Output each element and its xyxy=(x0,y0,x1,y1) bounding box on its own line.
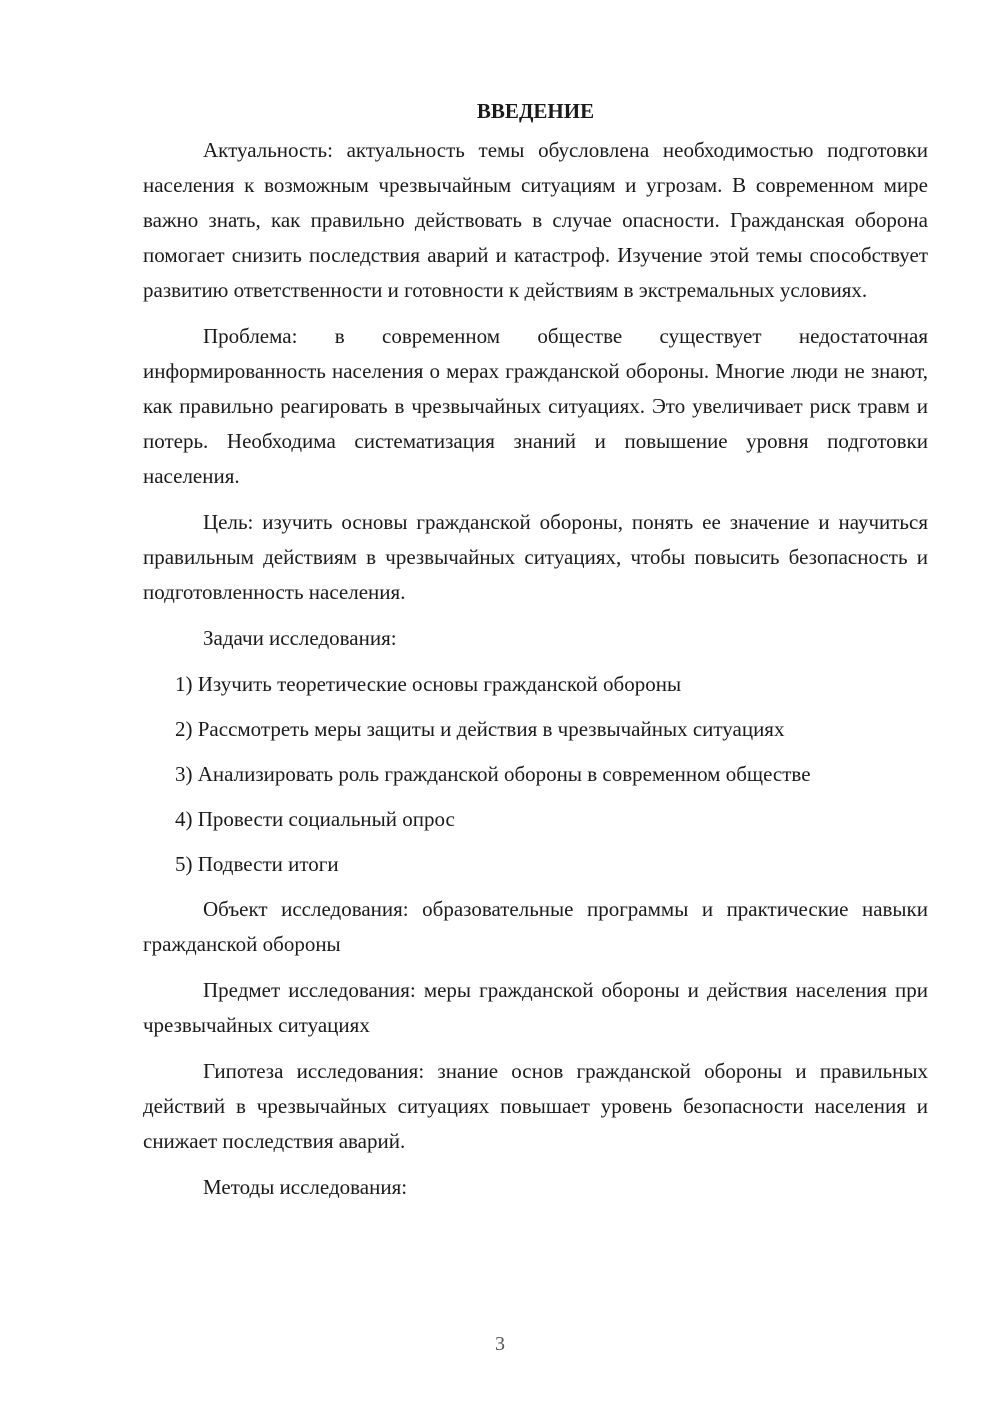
task-item-2: 2) Рассмотреть меры защиты и действия в чрезвычайных ситуациях xyxy=(175,717,785,741)
research-object-paragraph: Объект исследования: образовательные программы и практические навыки гражданской обороны xyxy=(143,897,928,956)
goal-paragraph: Цель: изучить основы гражданской обороны, понять ее значение и научиться правильным действиям в чрезвычайных ситуациях, чтобы повысить безопасность и подготовленность населения. xyxy=(143,510,928,604)
problem-paragraph: Проблема: в современном обществе существует недостаточная информированность населения о мерах гражданской обороны. Многие люди не знают, как правильно реагировать в чрезвычайных ситуациях. Это увеличивает риск травм и потерь. Необходима систематизация знаний и повышение уровня подготовки населения. xyxy=(143,324,928,488)
task-item-5: 5) Подвести итоги xyxy=(175,852,339,876)
task-item-3: 3) Анализировать роль гражданской обороны в современном обществе xyxy=(175,762,811,786)
section-title: ВВЕДЕНИЕ xyxy=(476,99,595,123)
relevance-paragraph: Актуальность: актуальность темы обусловлена необходимостью подготовки населения к возможным чрезвычайным ситуациям и угрозам. В современном мире важно знать, как правильно действовать в случае опасности. Гражданская оборона помогает снизить последствия аварий и катастроф. Изучение этой темы способствует развитию ответственности и готовности к действиям в экстремальных условиях. xyxy=(143,138,928,302)
hypothesis-paragraph: Гипотеза исследования: знание основ гражданской обороны и правильных действий в чрезвычайных ситуациях повышает уровень безопасности населения и снижает последствия аварий. xyxy=(143,1059,928,1153)
page-number: 3 xyxy=(495,1333,505,1355)
tasks-heading: Задачи исследования: xyxy=(203,626,397,650)
task-item-4: 4) Провести социальный опрос xyxy=(175,807,455,831)
methods-heading: Методы исследования: xyxy=(203,1175,408,1199)
page-content xyxy=(143,97,928,1216)
research-subject-paragraph: Предмет исследования: меры гражданской обороны и действия населения при чрезвычайных ситуациях xyxy=(143,978,928,1037)
task-item-1: 1) Изучить теоретические основы гражданской обороны xyxy=(175,672,682,696)
